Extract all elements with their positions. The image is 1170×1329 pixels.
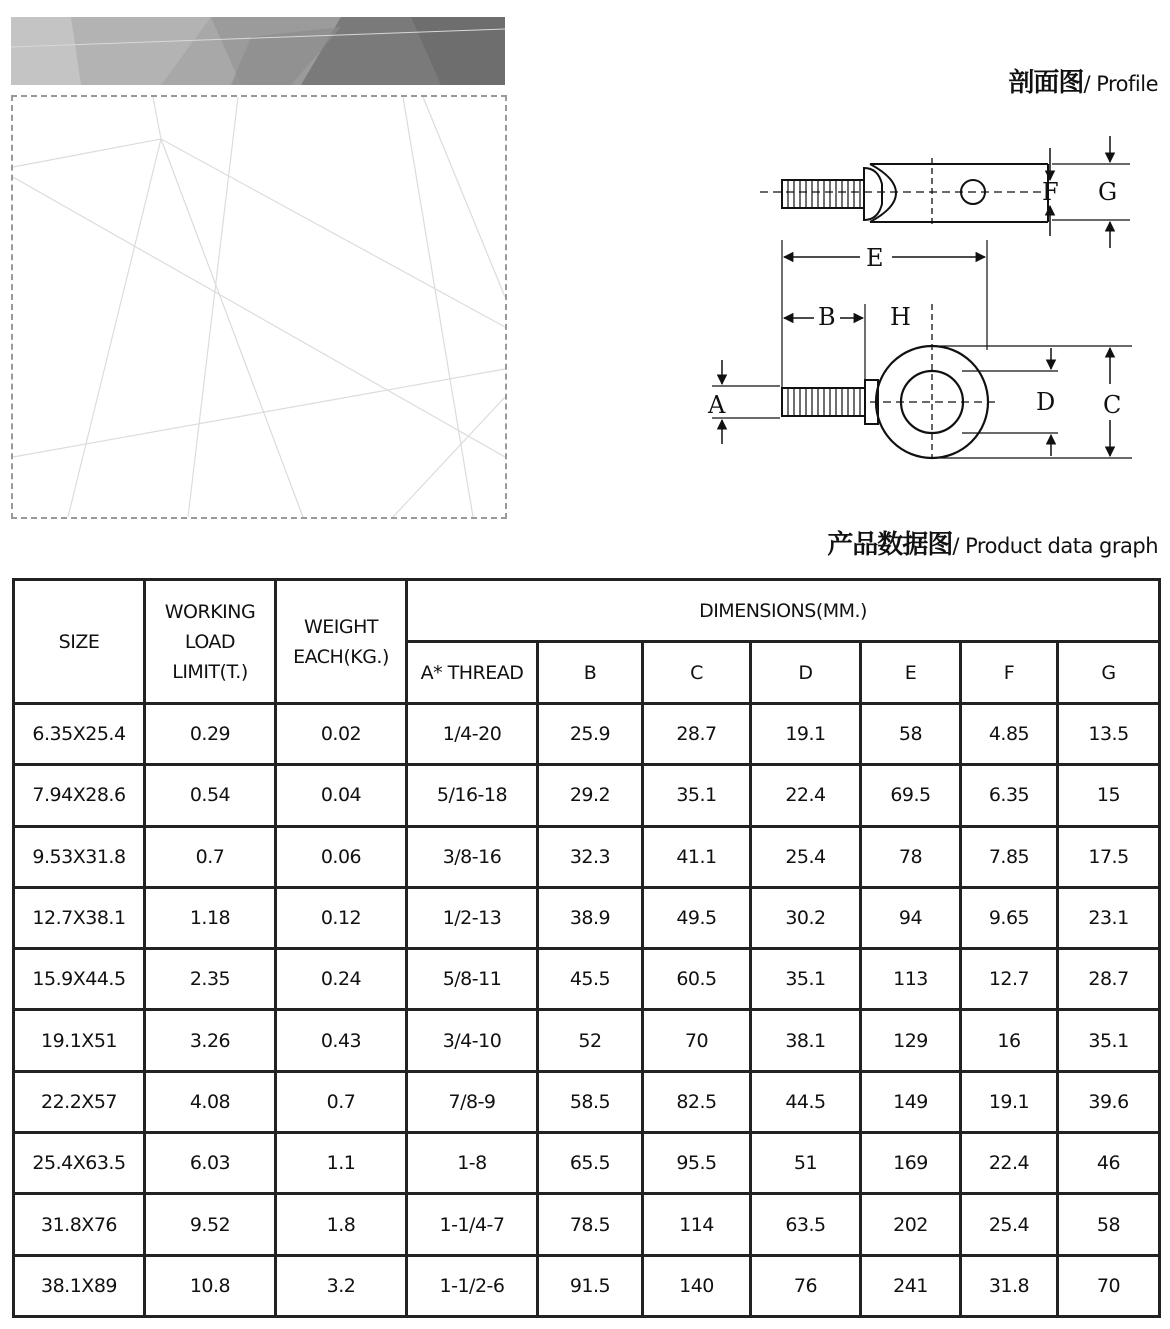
cell-weight: 1.8 <box>276 1194 407 1255</box>
cell-b: 29.2 <box>538 765 643 826</box>
table-row <box>14 949 1160 1010</box>
cell-weight: 0.04 <box>276 765 407 826</box>
cell-weight: 0.02 <box>276 704 407 765</box>
cell-d: 22.4 <box>751 765 861 826</box>
table-row <box>14 765 1160 826</box>
cell-b: 45.5 <box>538 949 643 1010</box>
cell-wll: 3.26 <box>145 1010 276 1071</box>
cell-thread: 1-1/2-6 <box>407 1255 538 1316</box>
cell-g: 46 <box>1058 1133 1160 1194</box>
cell-e: 169 <box>861 1133 961 1194</box>
dim-label-b: B <box>818 303 836 331</box>
cell-wll: 6.03 <box>145 1133 276 1194</box>
cell-wll: 10.8 <box>145 1255 276 1316</box>
cell-thread: 1-1/4-7 <box>407 1194 538 1255</box>
cell-e: 58 <box>861 704 961 765</box>
cell-g: 17.5 <box>1058 826 1160 887</box>
col-header-weight <box>276 580 407 704</box>
col-header-thread: A* THREAD <box>407 642 538 704</box>
cell-d: 19.1 <box>751 704 861 765</box>
dim-label-d: D <box>1036 388 1056 416</box>
cell-c: 82.5 <box>643 1071 751 1132</box>
cell-c: 114 <box>643 1194 751 1255</box>
cell-c: 60.5 <box>643 949 751 1010</box>
cell-size: 25.4X63.5 <box>14 1133 145 1194</box>
cell-g: 70 <box>1058 1255 1160 1316</box>
cell-size: 9.53X31.8 <box>14 826 145 887</box>
cell-size: 38.1X89 <box>14 1255 145 1316</box>
cell-e: 78 <box>861 826 961 887</box>
cell-e: 129 <box>861 1010 961 1071</box>
cell-size: 12.7X38.1 <box>14 887 145 948</box>
cell-weight: 0.24 <box>276 949 407 1010</box>
cell-weight: 3.2 <box>276 1255 407 1316</box>
header-row-1 <box>14 580 1160 642</box>
product-image-frame <box>11 95 507 519</box>
cell-weight: 1.1 <box>276 1133 407 1194</box>
cell-size: 22.2X57 <box>14 1071 145 1132</box>
cell-d: 63.5 <box>751 1194 861 1255</box>
cell-f: 25.4 <box>961 1194 1058 1255</box>
cell-wll: 0.7 <box>145 826 276 887</box>
cell-b: 78.5 <box>538 1194 643 1255</box>
cell-f: 16 <box>961 1010 1058 1071</box>
cell-e: 69.5 <box>861 765 961 826</box>
cell-c: 41.1 <box>643 826 751 887</box>
cell-b: 58.5 <box>538 1071 643 1132</box>
cell-wll: 1.18 <box>145 887 276 948</box>
cell-thread: 1/4-20 <box>407 704 538 765</box>
cell-b: 52 <box>538 1010 643 1071</box>
cell-size: 15.9X44.5 <box>14 949 145 1010</box>
cell-f: 4.85 <box>961 704 1058 765</box>
cell-wll: 0.54 <box>145 765 276 826</box>
dim-label-f: F <box>1042 178 1059 206</box>
cell-weight: 0.12 <box>276 887 407 948</box>
decorative-banner <box>11 17 505 85</box>
cell-g: 58 <box>1058 1194 1160 1255</box>
cell-g: 35.1 <box>1058 1010 1160 1071</box>
profile-heading-en: / Profile <box>1083 72 1158 96</box>
col-header-g: G <box>1058 642 1160 704</box>
cell-size: 6.35X25.4 <box>14 704 145 765</box>
col-header-dimensions: DIMENSIONS(MM.) <box>407 580 1160 642</box>
cell-g: 15 <box>1058 765 1160 826</box>
dim-label-g: G <box>1098 178 1118 206</box>
cell-g: 28.7 <box>1058 949 1160 1010</box>
product-data-table <box>12 578 1161 1318</box>
cell-c: 140 <box>643 1255 751 1316</box>
table-body <box>14 704 1160 1317</box>
cell-b: 91.5 <box>538 1255 643 1316</box>
data-graph-heading-cn: 产品数据图 <box>827 530 953 560</box>
data-graph-heading <box>827 524 1158 561</box>
cell-d: 51 <box>751 1133 861 1194</box>
cell-e: 94 <box>861 887 961 948</box>
table-row <box>14 1010 1160 1071</box>
cell-f: 9.65 <box>961 887 1058 948</box>
col-header-d: D <box>751 642 861 704</box>
col-header-e: E <box>861 642 961 704</box>
cell-b: 38.9 <box>538 887 643 948</box>
banner-graphic <box>11 17 505 85</box>
col-header-working-load-limit <box>145 580 276 704</box>
cell-g: 39.6 <box>1058 1071 1160 1132</box>
cell-f: 6.35 <box>961 765 1058 826</box>
cell-f: 31.8 <box>961 1255 1058 1316</box>
col-header-size: SIZE <box>14 580 145 704</box>
col-header-f: F <box>961 642 1058 704</box>
cell-c: 95.5 <box>643 1133 751 1194</box>
cell-thread: 1/2-13 <box>407 887 538 948</box>
cell-wll: 2.35 <box>145 949 276 1010</box>
profile-heading-cn: 剖面图 <box>1008 68 1084 98</box>
cell-f: 7.85 <box>961 826 1058 887</box>
cell-e: 149 <box>861 1071 961 1132</box>
cell-d: 30.2 <box>751 887 861 948</box>
dim-label-e: E <box>866 244 884 272</box>
cell-g: 23.1 <box>1058 887 1160 948</box>
wll-line-2: LOAD <box>184 630 236 653</box>
cell-thread: 1-8 <box>407 1133 538 1194</box>
cell-d: 38.1 <box>751 1010 861 1071</box>
cell-wll: 4.08 <box>145 1071 276 1132</box>
cell-e: 241 <box>861 1255 961 1316</box>
cell-e: 202 <box>861 1194 961 1255</box>
col-header-b: B <box>538 642 643 704</box>
table-row <box>14 826 1160 887</box>
decorative-lines <box>13 97 505 517</box>
cell-weight: 0.06 <box>276 826 407 887</box>
cell-size: 7.94X28.6 <box>14 765 145 826</box>
dim-label-c: C <box>1103 391 1122 419</box>
cell-size: 31.8X76 <box>14 1194 145 1255</box>
cell-weight: 0.7 <box>276 1071 407 1132</box>
cell-f: 22.4 <box>961 1133 1058 1194</box>
cell-f: 12.7 <box>961 949 1058 1010</box>
table-row <box>14 1194 1160 1255</box>
table-row <box>14 887 1160 948</box>
profile-heading <box>1008 62 1158 99</box>
cell-c: 35.1 <box>643 765 751 826</box>
table-row <box>14 704 1160 765</box>
cell-thread: 5/16-18 <box>407 765 538 826</box>
dim-label-a: A <box>708 391 726 419</box>
cell-weight: 0.43 <box>276 1010 407 1071</box>
wll-line-1: WORKING <box>164 600 256 623</box>
cell-b: 65.5 <box>538 1133 643 1194</box>
cell-wll: 0.29 <box>145 704 276 765</box>
data-graph-heading-en: / Product data graph <box>952 534 1158 558</box>
weight-line-2: EACH(KG.) <box>293 645 389 668</box>
cell-g: 13.5 <box>1058 704 1160 765</box>
cell-b: 32.3 <box>538 826 643 887</box>
cell-e: 113 <box>861 949 961 1010</box>
cell-size: 19.1X51 <box>14 1010 145 1071</box>
cell-b: 25.9 <box>538 704 643 765</box>
weight-line-1: WEIGHT <box>303 615 378 638</box>
table-row <box>14 1255 1160 1316</box>
cell-thread: 3/4-10 <box>407 1010 538 1071</box>
cell-d: 76 <box>751 1255 861 1316</box>
cell-f: 19.1 <box>961 1071 1058 1132</box>
cell-d: 35.1 <box>751 949 861 1010</box>
cell-thread: 7/8-9 <box>407 1071 538 1132</box>
cell-thread: 5/8-11 <box>407 949 538 1010</box>
cell-d: 25.4 <box>751 826 861 887</box>
cell-c: 70 <box>643 1010 751 1071</box>
dim-label-h: H <box>890 303 911 331</box>
col-header-c: C <box>643 642 751 704</box>
cell-thread: 3/8-16 <box>407 826 538 887</box>
eye-bolt-profile-drawing <box>700 128 1160 473</box>
table-row <box>14 1071 1160 1132</box>
table-row <box>14 1133 1160 1194</box>
cell-wll: 9.52 <box>145 1194 276 1255</box>
cell-c: 28.7 <box>643 704 751 765</box>
cell-c: 49.5 <box>643 887 751 948</box>
wll-line-3: LIMIT(T.) <box>172 660 248 683</box>
cell-d: 44.5 <box>751 1071 861 1132</box>
